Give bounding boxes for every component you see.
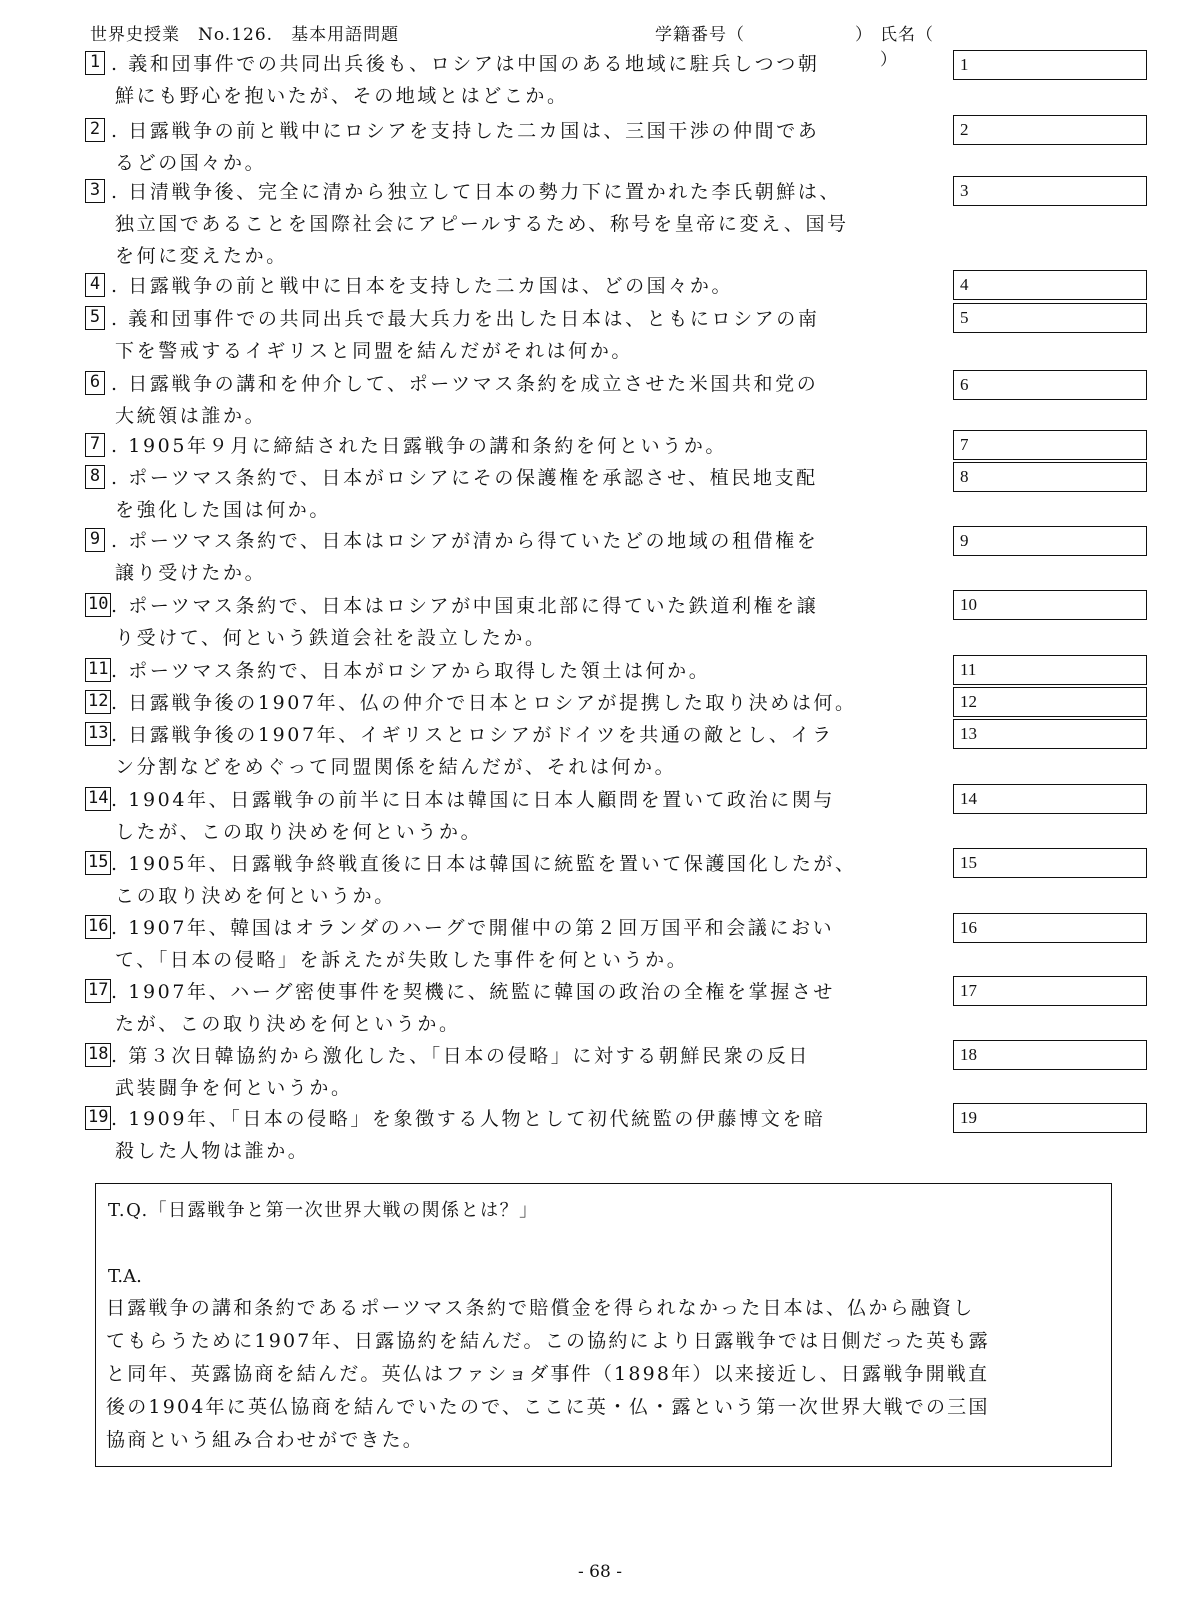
answer-box[interactable]: 3 [953, 176, 1147, 206]
question-number: 17 [85, 979, 111, 1003]
answer-box[interactable]: 13 [953, 719, 1147, 749]
question-line: . 1905年９月に締結された日露戦争の講和条約を何というか。 [111, 435, 728, 457]
question-line: . 日露戦争の前と戦中にロシアを支持した二カ国は、三国干渉の仲間であ [111, 120, 820, 142]
question-line: . 1904年、日露戦争の前半に日本は韓国に日本人顧問を置いて政治に関与 [111, 789, 836, 811]
student-id-field [655, 20, 873, 45]
question-line: . ポーツマス条約で、日本がロシアにその保護権を承認させ、植民地支配 [111, 467, 818, 489]
question-number: 18 [85, 1043, 111, 1067]
question-line: . 日露戦争の講和を仲介して、ポーツマス条約を成立させた米国共和党の [111, 373, 819, 395]
question-text [111, 176, 1031, 272]
question-line: . 義和団事件での共同出兵で最大兵力を出した日本は、ともにロシアの南 [111, 308, 820, 330]
course-title: 世界史授業 No.126. 基本用語問題 [90, 25, 400, 45]
question-line: . 1907年、韓国はオランダのハーグで開催中の第２回万国平和会議におい [111, 917, 835, 939]
question-line: ン分割などをめぐって同盟関係を結んだが、それは何か。 [115, 756, 677, 778]
question-text [111, 270, 1031, 302]
question-line: . 義和団事件での共同出兵後も、ロシアは中国のある地域に駐兵しつつ朝 [111, 53, 820, 75]
question-line: 武装闘争を何というか。 [115, 1077, 353, 1099]
question-line: . 1909年、「日本の侵略」を象徴する人物として初代統監の伊藤博文を暗 [111, 1108, 826, 1130]
answer-box[interactable]: 7 [953, 430, 1147, 460]
question-number: 6 [85, 371, 105, 395]
question-number: 12 [85, 690, 111, 714]
question-line: たが、この取り決めを何というか。 [115, 1013, 461, 1035]
student-name-label: 氏名（ [880, 25, 934, 45]
question-line: 殺した人物は誰か。 [115, 1140, 310, 1162]
page-number: - 68 - [578, 1562, 622, 1582]
question-text [111, 1103, 1031, 1167]
question-text [111, 912, 1031, 976]
question-line: . ポーツマス条約で、日本はロシアが中国東北部に得ていた鉄道利権を譲 [111, 595, 819, 617]
topic-question-box [95, 1183, 1112, 1467]
question-number: 10 [85, 593, 111, 617]
question-line: . 日露戦争後の1907年、仏の仲介で日本とロシアが提携した取り決めは何。 [111, 692, 857, 714]
question-line: . 1905年、日露戦争終戦直後に日本は韓国に統監を置いて保護国化したが、 [111, 853, 857, 875]
student-id-close: ） [855, 25, 873, 45]
answer-box[interactable]: 17 [953, 976, 1147, 1006]
question-number: 8 [85, 465, 105, 489]
answer-box[interactable]: 19 [953, 1103, 1147, 1133]
question-text [111, 115, 1031, 179]
question-line: て、「日本の侵略」を訴えたが失敗した事件を何というか。 [115, 949, 689, 971]
student-name-close: ） [880, 50, 898, 70]
question-number: 9 [85, 528, 105, 552]
topic-answer-line: と同年、英露協商を結んだ。英仏はファショダ事件（1898年）以来接近し、日露戦争開戦直 [106, 1363, 990, 1385]
question-number: 16 [85, 915, 111, 939]
question-line: . ポーツマス条約で、日本はロシアが清から得ていたどの地域の租借権を [111, 530, 819, 552]
topic-answer-line: 日露戦争の講和条約であるポーツマス条約で賠償金を得られなかった日本は、仏から融資し [106, 1297, 975, 1319]
question-number: 7 [85, 433, 105, 457]
question-line: り受けて、何という鉄道会社を設立したか。 [115, 627, 547, 649]
topic-question: T.Q.「日露戦争と第一次世界大戦の関係とは？」 [108, 1200, 539, 1221]
topic-answer-body [106, 1292, 1101, 1457]
question-number: 1 [85, 51, 105, 75]
question-number: 2 [85, 118, 105, 142]
question-text [111, 976, 1031, 1040]
question-text [111, 48, 1031, 112]
question-line: 譲り受けたか。 [115, 562, 267, 584]
answer-box[interactable]: 5 [953, 303, 1147, 333]
question-number: 19 [85, 1106, 111, 1130]
answer-box[interactable]: 2 [953, 115, 1147, 145]
question-line: るどの国々か。 [115, 152, 267, 174]
answer-box[interactable]: 6 [953, 370, 1147, 400]
question-line: 独立国であることを国際社会にアピールするため、称号を皇帝に変え、国号 [115, 213, 849, 235]
question-number: 4 [85, 273, 105, 297]
topic-answer-line: てもらうために1907年、日露協約を結んだ。この協約により日露戦争では日側だった英も露 [106, 1330, 990, 1352]
question-text [111, 655, 1031, 687]
question-line: . ポーツマス条約で、日本がロシアから取得した領土は何か。 [111, 660, 711, 682]
question-text [111, 303, 1031, 367]
question-number: 13 [85, 722, 111, 746]
question-line: . 第３次日韓協約から激化した、「日本の侵略」に対する朝鮮民衆の反日 [111, 1045, 810, 1067]
question-line: . 1907年、ハーグ密使事件を契機に、統監に韓国の政治の全権を掌握させ [111, 981, 836, 1003]
answer-box[interactable]: 11 [953, 655, 1147, 685]
question-line: 鮮にも野心を抱いたが、その地域とはどこか。 [115, 85, 569, 107]
student-id-label: 学籍番号（ [655, 25, 745, 45]
question-number: 5 [85, 306, 105, 330]
question-line: この取り決めを何というか。 [115, 885, 396, 907]
answer-box[interactable]: 15 [953, 848, 1147, 878]
topic-answer-label: T.A. [108, 1266, 142, 1287]
question-text [111, 462, 1031, 526]
answer-box[interactable]: 18 [953, 1040, 1147, 1070]
question-text [111, 368, 1031, 432]
question-number: 11 [85, 658, 111, 682]
question-text [111, 525, 1031, 589]
answer-box[interactable]: 4 [953, 270, 1147, 300]
answer-box[interactable]: 16 [953, 913, 1147, 943]
question-line: . 日露戦争の前と戦中に日本を支持した二カ国は、どの国々か。 [111, 275, 734, 297]
question-number: 14 [85, 787, 111, 811]
answer-box[interactable]: 12 [953, 687, 1147, 717]
question-line: . 日清戦争後、完全に清から独立して日本の勢力下に置かれた李氏朝鮮は、 [111, 181, 842, 203]
answer-box[interactable]: 14 [953, 784, 1147, 814]
question-number: 15 [85, 851, 111, 875]
question-number: 3 [85, 179, 105, 203]
question-line: を強化した国は何か。 [115, 499, 332, 521]
question-text [111, 719, 1031, 783]
answer-box[interactable]: 8 [953, 462, 1147, 492]
question-text [111, 848, 1031, 912]
answer-box[interactable]: 1 [953, 50, 1147, 80]
question-text [111, 590, 1031, 654]
question-line: を何に変えたか。 [115, 245, 288, 267]
answer-box[interactable]: 10 [953, 590, 1147, 620]
question-line: 大統領は誰か。 [115, 405, 267, 427]
question-text [111, 1040, 1031, 1104]
topic-answer-line: 後の1904年に英仏協商を結んでいたので、ここに英・仏・露という第一次世界大戦での三国 [106, 1396, 990, 1418]
answer-box[interactable]: 9 [953, 526, 1147, 556]
question-text [111, 430, 1031, 462]
question-line: 下を警戒するイギリスと同盟を結んだがそれは何か。 [115, 340, 634, 362]
question-text [111, 687, 1031, 719]
question-text [111, 784, 1031, 848]
question-line: . 日露戦争後の1907年、イギリスとロシアがドイツを共通の敵とし、イラ [111, 724, 834, 746]
topic-answer-line: 協商という組み合わせができた。 [106, 1429, 425, 1451]
question-line: したが、この取り決めを何というか。 [115, 821, 483, 843]
